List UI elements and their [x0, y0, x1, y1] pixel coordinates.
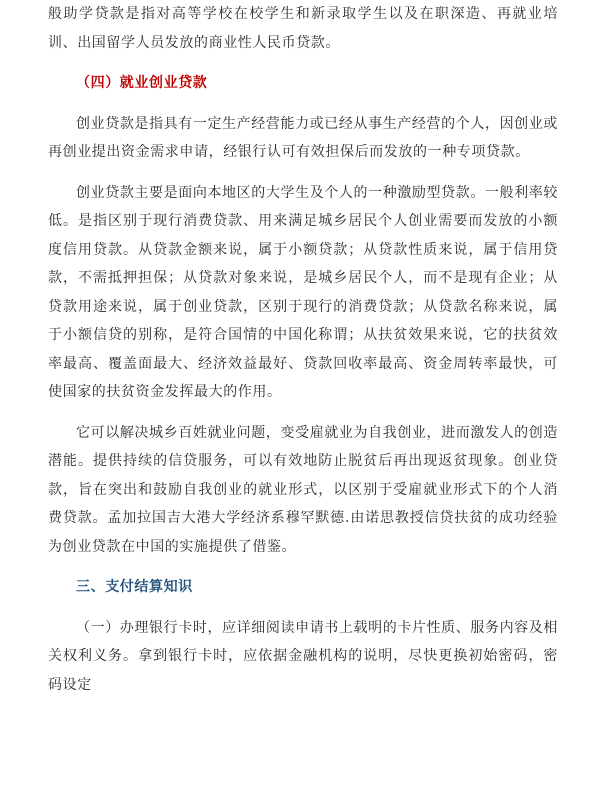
article-body: [48, 0, 558, 699]
paragraph-bank-card: （一）办理银行卡时，应详细阅读申请书上载明的卡片性质、服务内容及相关权利义务。拿到银行卡时，应依据金融机构的说明，尽快更换初始密码，密码设定: [48, 619, 558, 693]
paragraph-entrepreneurship-benefits: 它可以解决城乡百姓就业问题，变受雇就业为自我创业，进而激发人的创造潜能。提供持续的信贷服务，可以有效地防止脱贫后再出现返贫现象。创业贷款，旨在突出和鼓励自我创业的就业形式，以区别于受雇就业形式下的个人消费贷款。孟加拉国吉大港大学经济系穆罕默德.由诺思教授信贷扶贫的成功经验为创业贷款在中国的实施提供了借鉴。: [48, 424, 558, 555]
section-heading-payment-settlement: 三、支付结算知识: [76, 579, 193, 595]
paragraph-entrepreneurship-features: 创业贷款主要是面向本地区的大学生及个人的一种激励型贷款。一般利率较低。是指区别于现行消费贷款、用来满足城乡居民个人创业需要而发放的小额度信用贷款。从贷款金额来说，属于小额贷款；从贷款性质来说，属于信用贷款，不需抵押担保；从贷款对象来说，是城乡居民个人，而不是现有企业；从贷款用途来说，属于创业贷款，区别于现行的消费贷款；从贷款名称来说，属于小额信贷的别称，是符合国情的中国化称谓；从扶贫效果来说，它的扶贫效率最高、覆盖面最大、经济效益最好、贷款回收率最高、资金周转率最快，可使国家的扶贫资金发挥最大的作用。: [48, 184, 558, 400]
paragraph-continuation: 般助学贷款是指对高等学校在校学生和新录取学生以及在职深造、再就业培训、出国留学人员发放的商业性人民币贷款。: [48, 6, 558, 51]
section-heading-entrepreneurship-loan: （四）就业创业贷款: [76, 75, 208, 91]
paragraph-entrepreneurship-definition: 创业贷款是指具有一定生产经营能力或已经从事生产经营的个人，因创业或再创业提出资金需求申请，经银行认可有效担保后而发放的一种专项贷款。: [48, 115, 558, 160]
